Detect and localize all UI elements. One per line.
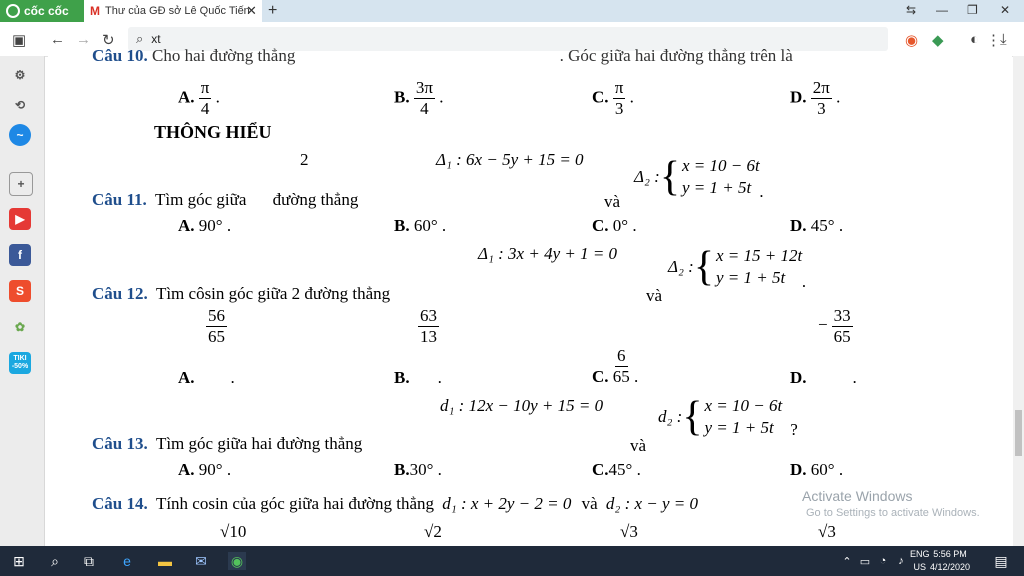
q11-option-b: B. 60° . [394, 216, 447, 235]
q11-line2-system: Δ₂ : { x = 10 − 6t y = 1 + 5t . [634, 154, 764, 201]
q13-option-d: D. 60° . [790, 460, 844, 479]
browser-brand[interactable] [0, 0, 84, 22]
q12-option-d: D. . [790, 368, 857, 387]
gmail-icon: M [90, 4, 100, 18]
battery-icon[interactable]: ▭ [859, 555, 871, 568]
tiki-badge[interactable]: TIKI -50% [9, 352, 31, 374]
q11-option-a: A. 90° . [178, 216, 232, 235]
tab-active[interactable] [84, 0, 262, 22]
mail-icon[interactable]: ✉ [195, 552, 207, 569]
q10-partial-line: Câu 10. Cho hai đường thẳng . Góc giữa hai đường thẳng trên là [92, 46, 793, 65]
task-view-icon[interactable]: ⧉ [84, 552, 94, 569]
activate-windows-subtitle: Go to Settings to activate Windows. [806, 507, 980, 519]
forward-button[interactable]: → [76, 31, 91, 48]
edge-icon[interactable]: e [123, 553, 131, 569]
stray-number: 2 [300, 150, 309, 169]
coccoc-taskbar-icon[interactable]: ◉ [228, 552, 246, 570]
q11-line1-equation: Δ₁ : 6x − 5y + 15 = 0 [436, 150, 584, 169]
q13-option-c: C.45° . [592, 460, 641, 479]
q11-text: Câu 11. Tìm góc giữa đường thẳng [92, 190, 359, 209]
brand-label: cốc cốc [24, 4, 69, 18]
vertical-scrollbar[interactable] [1013, 56, 1024, 546]
notifications-icon[interactable]: ▤ [994, 552, 1008, 569]
restore-button[interactable]: ❐ [967, 3, 978, 17]
q12-option-a-fraction: $\frac{56}{65}$ [208, 306, 225, 346]
network-icon[interactable]: ◔ [879, 555, 887, 567]
extension-icon[interactable]: ◆ [932, 32, 944, 49]
q10-option-a: A. $\frac{\pi}{4}$ . [178, 78, 220, 118]
q12-line2-system: Δ₂ : { x = 15 + 12t y = 1 + 5t . [668, 244, 807, 291]
q11-option-c: C. 0° . [592, 216, 637, 235]
q14-option-d-partial: √3 [818, 522, 836, 541]
tab-title: Thư của GĐ sở Lê Quốc Tiến [105, 5, 250, 17]
q13-text: Câu 13. Tìm góc giữa hai đường thẳng [92, 434, 363, 453]
leaf-app-icon[interactable]: ✿ [14, 320, 26, 334]
q13-line2-system: d₂ : { x = 10 − 6t y = 1 + 5t ? [658, 394, 798, 440]
history-icon[interactable]: ⟲ [14, 98, 26, 112]
q14-text: Câu 14. Tính cosin của góc giữa hai đường thẳng d₁ : x + 2y − 2 = 0 và d₂ : x − y = 0 [92, 494, 699, 513]
tray-chevron-icon[interactable]: ⌃ [842, 555, 852, 568]
search-icon: ⌕ [136, 31, 144, 46]
q12-text: Câu 12. Tìm côsin góc giữa 2 đường thẳng [92, 284, 391, 303]
q14-option-b-partial: √2 [424, 522, 442, 541]
back-button[interactable]: ← [50, 31, 65, 48]
account-icon[interactable]: ◐ [970, 31, 980, 48]
shopee-icon[interactable]: S [9, 280, 31, 302]
q11-option-d: D. 45° . [790, 216, 844, 235]
windows-start-icon[interactable]: ⊞ [13, 552, 25, 569]
tab-search-icon[interactable]: ⇆ [906, 3, 917, 17]
language-indicator[interactable]: ENG US [910, 549, 930, 572]
q10-option-b: B. $\frac{3\pi}{4}$ . [394, 78, 444, 118]
q10-option-c: C. $\frac{\pi}{3}$ . [592, 78, 634, 118]
file-explorer-icon[interactable]: ▬ [158, 553, 172, 569]
sidebar-toggle-icon[interactable]: ▣ [12, 32, 27, 49]
q14-option-c-partial: √3 [620, 522, 638, 541]
q12-and: và [646, 286, 663, 305]
reload-button[interactable]: ↻ [102, 32, 115, 49]
download-icon[interactable]: ⤓ [1000, 31, 1007, 48]
sidebar [0, 56, 45, 546]
q12-line1-equation: Δ₁ : 3x + 4y + 1 = 0 [478, 244, 618, 263]
document-page [48, 46, 1012, 544]
q12-option-d-fraction: − $\frac{33}{65}$ [818, 306, 851, 346]
add-app-icon[interactable]: + [9, 172, 33, 196]
coccoc-logo-icon [6, 4, 20, 18]
facebook-icon[interactable]: f [9, 244, 31, 266]
youtube-icon[interactable]: ▶ [9, 208, 31, 230]
q10-option-d: D. $\frac{2\pi}{3}$ . [790, 78, 841, 118]
q12-option-c: C. $\frac{6}{65}$ . [592, 346, 639, 387]
volume-icon[interactable]: ♪ [898, 555, 904, 567]
q13-option-a: A. 90° . [178, 460, 232, 479]
q12-option-b: B. . [394, 368, 442, 387]
q13-and: và [630, 436, 647, 455]
q14-option-a-partial: √10 [220, 522, 247, 541]
q13-line1-equation: d₁ : 12x − 10y + 15 = 0 [440, 396, 604, 415]
scrollbar-thumb[interactable] [1015, 410, 1022, 456]
activate-windows-title: Activate Windows [802, 488, 913, 504]
menu-icon[interactable]: ⋮ [986, 32, 1001, 49]
q13-option-b: B.30° . [394, 460, 442, 479]
search-taskbar-icon[interactable]: ⌕ [51, 552, 59, 569]
q11-and: và [604, 192, 621, 211]
close-window-button[interactable]: ✕ [1000, 3, 1011, 17]
settings-icon[interactable]: ⚙ [14, 68, 26, 82]
messenger-icon[interactable]: ~ [9, 124, 31, 146]
new-tab-button[interactable]: + [268, 2, 278, 19]
coccoc-extension-icon[interactable]: ◉ [905, 32, 919, 49]
section-heading: THÔNG HIỂU [154, 122, 272, 142]
address-text: xt [151, 32, 161, 46]
close-tab-icon[interactable]: ✕ [246, 3, 257, 18]
minimize-button[interactable]: — [936, 3, 948, 17]
q12-option-a: A. . [178, 368, 235, 387]
q12-option-b-fraction: $\frac{63}{13}$ [420, 306, 437, 346]
taskbar-clock[interactable]: 5:56 PM 4/12/2020 [930, 549, 971, 572]
